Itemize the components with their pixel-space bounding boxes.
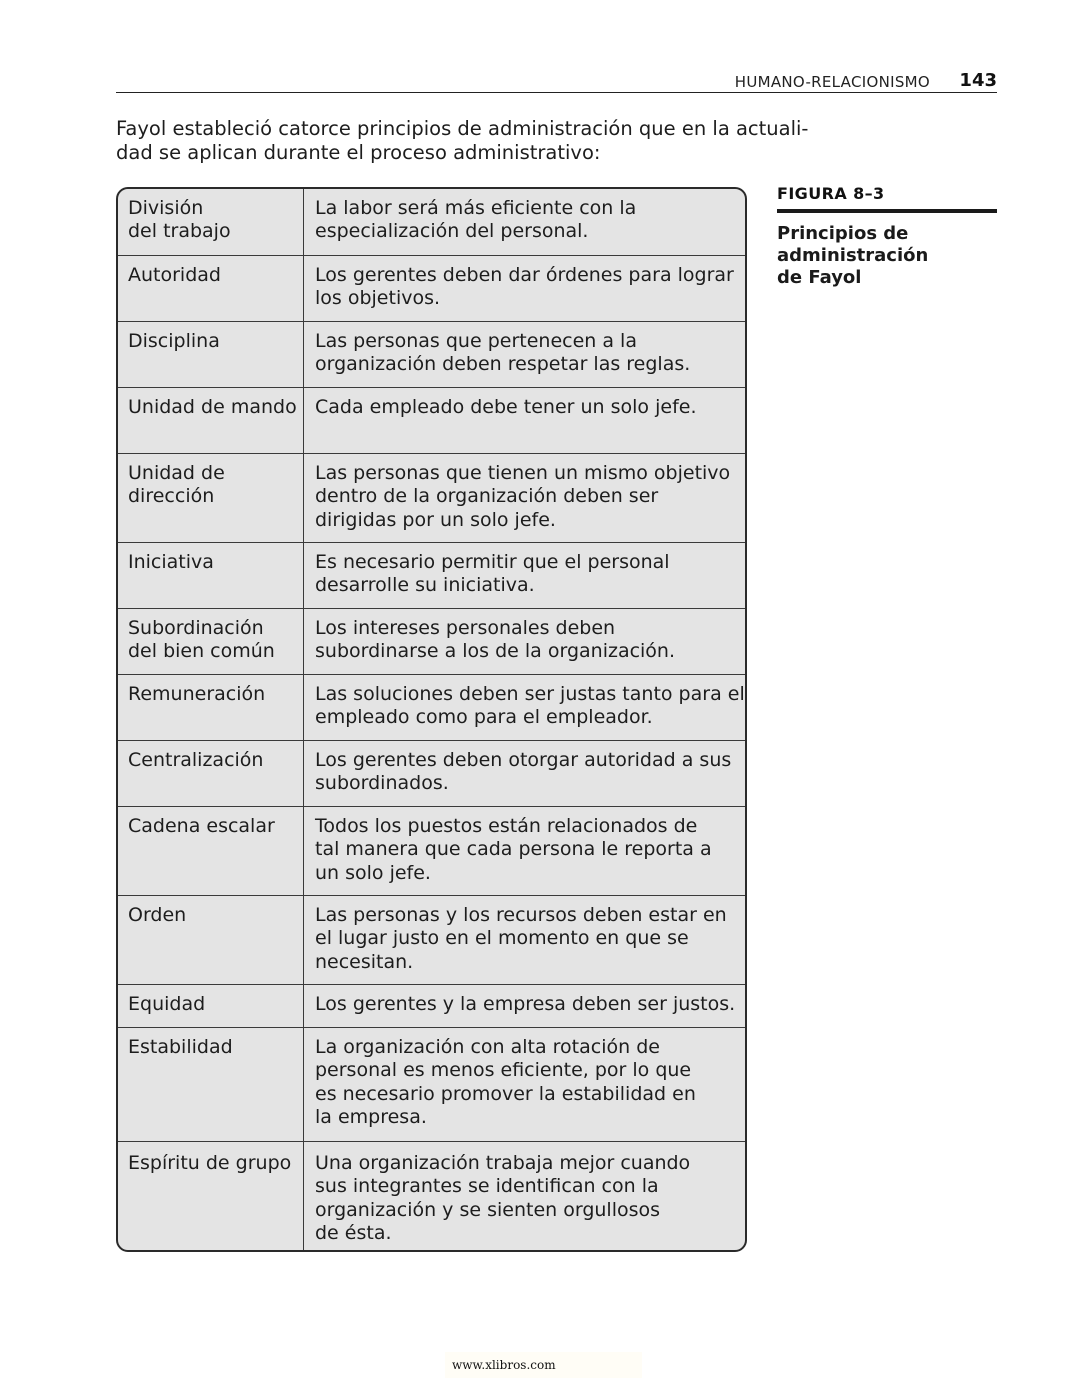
desc-line: desarrolle su iniciativa. [315,574,535,597]
principle-description [304,388,745,453]
table-row [118,984,745,1027]
desc-line: Las personas que tienen un mismo objetivo [315,462,731,484]
principle-description [304,189,745,255]
desc-line: de ésta. [315,1221,392,1244]
desc-line: La labor será más eficiente con la [315,197,637,219]
principle-description [304,543,745,608]
principle-term [118,1142,304,1252]
desc-line: Los gerentes deben dar órdenes para lograr [315,264,734,286]
desc-line: dentro de la organización deben ser [315,485,659,508]
term-line: Disciplina [128,330,220,352]
principle-term [118,388,304,453]
desc-line: Los gerentes y la empresa deben ser justos. [315,993,736,1015]
desc-line: Las personas y los recursos deben estar en [315,904,727,926]
desc-line: Las personas que pertenecen a la [315,330,637,352]
intro-line: dad se aplican durante el proceso administrativo: [116,140,601,164]
desc-line: Los gerentes deben otorgar autoridad a sus [315,749,732,771]
principle-description [304,896,745,984]
desc-line: Cada empleado debe tener un solo jefe. [315,396,697,418]
term-line: dirección [128,485,215,508]
table-row [118,1141,745,1252]
principle-term [118,675,304,740]
principle-description [304,322,745,387]
table-row [118,255,745,321]
principle-description [304,807,745,895]
desc-line: la empresa. [315,1105,427,1128]
term-line: Remuneración [128,683,266,705]
term-line: Equidad [128,993,206,1015]
desc-line: Las soluciones deben ser justas tanto para el [315,683,745,705]
figure-title [777,223,997,289]
desc-line: subordinados. [315,772,449,795]
term-line: del bien común [128,640,275,663]
desc-line: Una organización trabaja mejor cuando [315,1152,691,1174]
table-row [118,740,745,806]
running-header-title: HUMANO-RELACIONISMO [734,73,930,91]
desc-line: empleado como para el empleador. [315,706,653,729]
footer-url: www.xlibros.com [452,1358,556,1372]
principle-description [304,609,745,674]
desc-line: los objetivos. [315,287,441,310]
figure-caption [777,184,997,289]
term-line: Centralización [128,749,264,771]
principle-description [304,1028,745,1141]
principle-term [118,256,304,321]
principle-description [304,1142,745,1252]
principle-term [118,454,304,542]
principle-term [118,896,304,984]
table-row [118,189,745,255]
figure-title-line: de Fayol [777,267,862,288]
desc-line: organización y se sienten orgullosos [315,1198,661,1221]
figure-label: FIGURA 8–3 [777,184,997,213]
principle-term [118,807,304,895]
term-line: Subordinación [128,617,264,639]
term-line: del trabajo [128,220,231,243]
figure-title-line: Principios de [777,223,909,244]
term-line: Estabilidad [128,1036,233,1058]
desc-line: especialización del personal. [315,220,589,243]
desc-line: es necesario promover la estabilidad en [315,1082,696,1105]
principle-description [304,256,745,321]
desc-line: el lugar justo en el momento en que se [315,927,689,950]
figure-title-line: administración [777,245,929,266]
table-row [118,542,745,608]
term-line: Autoridad [128,264,221,286]
table-row [118,387,745,453]
principle-description [304,985,745,1027]
term-line: Orden [128,904,187,926]
principle-description [304,675,747,740]
term-line: Unidad de [128,462,225,484]
desc-line: necesitan. [315,950,414,973]
table-row [118,806,745,895]
desc-line: un solo jefe. [315,861,431,884]
table-row [118,453,745,542]
term-line: Unidad de mando [128,396,297,418]
desc-line: La organización con alta rotación de [315,1036,660,1058]
table-row [118,895,745,984]
term-line: Cadena escalar [128,815,275,837]
desc-line: subordinarse a los de la organización. [315,640,676,663]
principle-description [304,741,745,806]
term-line: Iniciativa [128,551,214,573]
principle-term [118,189,304,255]
principle-term [118,985,304,1027]
desc-line: Los intereses personales deben [315,617,616,639]
intro-paragraph [116,117,809,164]
table-row [118,608,745,674]
term-line: Espíritu de grupo [128,1152,292,1174]
table-row [118,321,745,387]
desc-line: dirigidas por un solo jefe. [315,508,556,531]
principle-term [118,609,304,674]
principle-term [118,543,304,608]
desc-line: organización deben respetar las reglas. [315,353,691,376]
desc-line: sus integrantes se identifican con la [315,1175,659,1198]
desc-line: Es necesario permitir que el personal [315,551,670,573]
desc-line: tal manera que cada persona le reporta a [315,838,712,861]
principle-term [118,322,304,387]
principles-table [116,187,747,1252]
desc-line: personal es menos eficiente, por lo que [315,1059,692,1082]
table-row [118,1027,745,1141]
principle-term [118,1028,304,1141]
table-row [118,674,745,740]
page-number: 143 [959,70,997,91]
running-header [116,68,997,93]
desc-line: Todos los puestos están relacionados de [315,815,698,837]
term-line: División [128,197,204,219]
intro-line: Fayol estableció catorce principios de administración que en la actuali- [116,117,809,140]
principle-term [118,741,304,806]
principle-description [304,454,745,542]
